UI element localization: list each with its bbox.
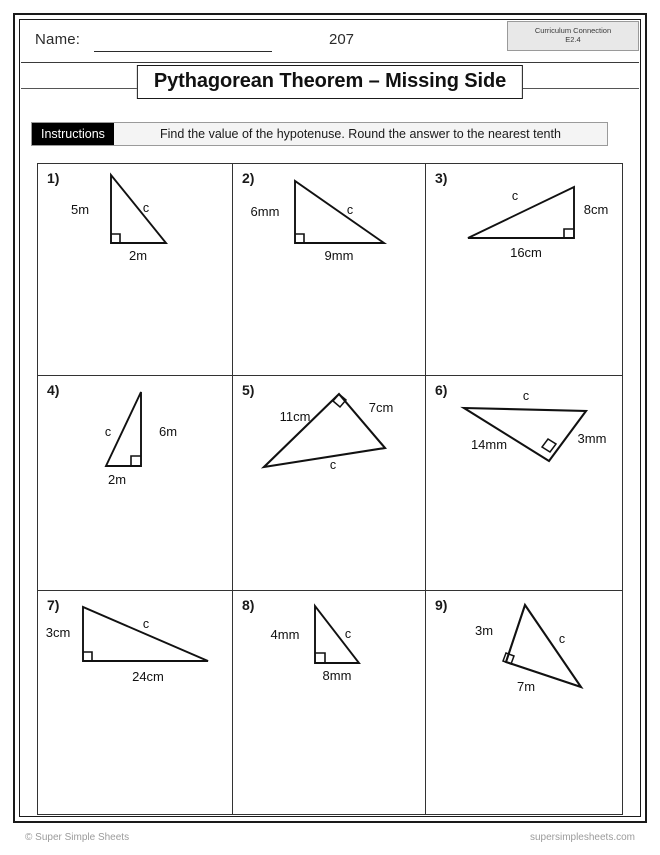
problem-cell-3[interactable] bbox=[426, 164, 622, 376]
label-leg-b-6: 3mm bbox=[577, 431, 607, 446]
label-leg-horizontal-3: 16cm bbox=[510, 245, 542, 260]
problem-cell-4[interactable] bbox=[38, 376, 233, 591]
footer-website: supersimplesheets.com bbox=[529, 832, 635, 843]
label-hypotenuse-8: c bbox=[344, 627, 352, 641]
problem-cell-5[interactable] bbox=[233, 376, 426, 591]
problem-number-9: 9) bbox=[435, 597, 448, 613]
label-leg-b-5: 7cm bbox=[368, 400, 394, 415]
triangle-figure-9 bbox=[426, 591, 622, 814]
label-leg-a-6: 14mm bbox=[470, 437, 508, 452]
problem-number-8: 8) bbox=[242, 597, 255, 613]
problem-number-3: 3) bbox=[435, 170, 448, 186]
label-leg-vertical-2: 6mm bbox=[250, 204, 280, 219]
problem-cell-8[interactable] bbox=[233, 591, 426, 814]
problem-number-6: 6) bbox=[435, 382, 448, 398]
instructions-bar bbox=[31, 122, 608, 146]
label-leg-vertical-7: 3cm bbox=[45, 625, 71, 640]
problem-number-5: 5) bbox=[242, 382, 255, 398]
label-leg-horizontal-4: 2m bbox=[107, 472, 127, 487]
problem-cell-9[interactable] bbox=[426, 591, 622, 814]
page-title: Pythagorean Theorem – Missing Side bbox=[137, 65, 523, 99]
label-leg-vertical-8: 4mm bbox=[270, 627, 300, 642]
label-leg-horizontal-8: 8mm bbox=[322, 668, 352, 683]
problem-cell-2[interactable] bbox=[233, 164, 426, 376]
label-hypotenuse-9: c bbox=[558, 632, 566, 646]
triangle-figure-7 bbox=[38, 591, 232, 814]
triangle-figure-4 bbox=[38, 376, 232, 590]
triangle-figure-1 bbox=[38, 164, 232, 375]
footer-copyright: © Super Simple Sheets bbox=[25, 832, 130, 843]
triangle-figure-2 bbox=[233, 164, 425, 375]
label-hypotenuse-1: c bbox=[142, 201, 150, 215]
name-write-in-line[interactable] bbox=[94, 51, 272, 52]
label-leg-horizontal-2: 9mm bbox=[324, 248, 354, 263]
label-leg-b-9: 7m bbox=[516, 679, 536, 694]
label-hypotenuse-6: c bbox=[522, 389, 530, 403]
label-hypotenuse-7: c bbox=[142, 617, 150, 631]
label-hypotenuse-2: c bbox=[346, 203, 354, 217]
problem-number-4: 4) bbox=[47, 382, 60, 398]
problem-cell-7[interactable] bbox=[38, 591, 233, 814]
label-hypotenuse-5: c bbox=[329, 458, 337, 472]
label-leg-a-5: 11cm bbox=[279, 409, 311, 424]
label-leg-vertical-4: 6m bbox=[158, 424, 178, 439]
label-leg-vertical-1: 5m bbox=[70, 202, 90, 217]
curriculum-connection-badge bbox=[507, 21, 639, 51]
problem-grid bbox=[37, 163, 623, 815]
instructions-text: Find the value of the hypotenuse. Round the answer to the nearest tenth bbox=[114, 123, 607, 145]
label-leg-a-9: 3m bbox=[474, 623, 494, 638]
label-hypotenuse-3: c bbox=[511, 189, 519, 203]
triangle-figure-5 bbox=[233, 376, 425, 590]
name-row bbox=[21, 21, 639, 63]
label-leg-vertical-3: 8cm bbox=[583, 202, 609, 217]
label-leg-horizontal-1: 2m bbox=[128, 248, 148, 263]
curriculum-badge-line2: E2.4 bbox=[565, 35, 581, 44]
problem-number-1: 1) bbox=[47, 170, 60, 186]
problem-cell-1[interactable] bbox=[38, 164, 233, 376]
label-hypotenuse-4: c bbox=[104, 425, 112, 439]
triangle-figure-6 bbox=[426, 376, 622, 590]
problem-cell-6[interactable] bbox=[426, 376, 622, 591]
instructions-tag: Instructions bbox=[32, 123, 114, 145]
label-leg-horizontal-7: 24cm bbox=[132, 669, 164, 684]
problem-number-7: 7) bbox=[47, 597, 60, 613]
triangle-figure-3 bbox=[426, 164, 622, 375]
page-footer bbox=[0, 832, 660, 852]
problem-number-2: 2) bbox=[242, 170, 255, 186]
triangle-figure-8 bbox=[233, 591, 425, 814]
page-number: 207 bbox=[329, 31, 355, 48]
name-label: Name: bbox=[35, 31, 81, 48]
curriculum-badge-line1: Curriculum Connection bbox=[534, 26, 612, 36]
title-area bbox=[21, 63, 639, 111]
